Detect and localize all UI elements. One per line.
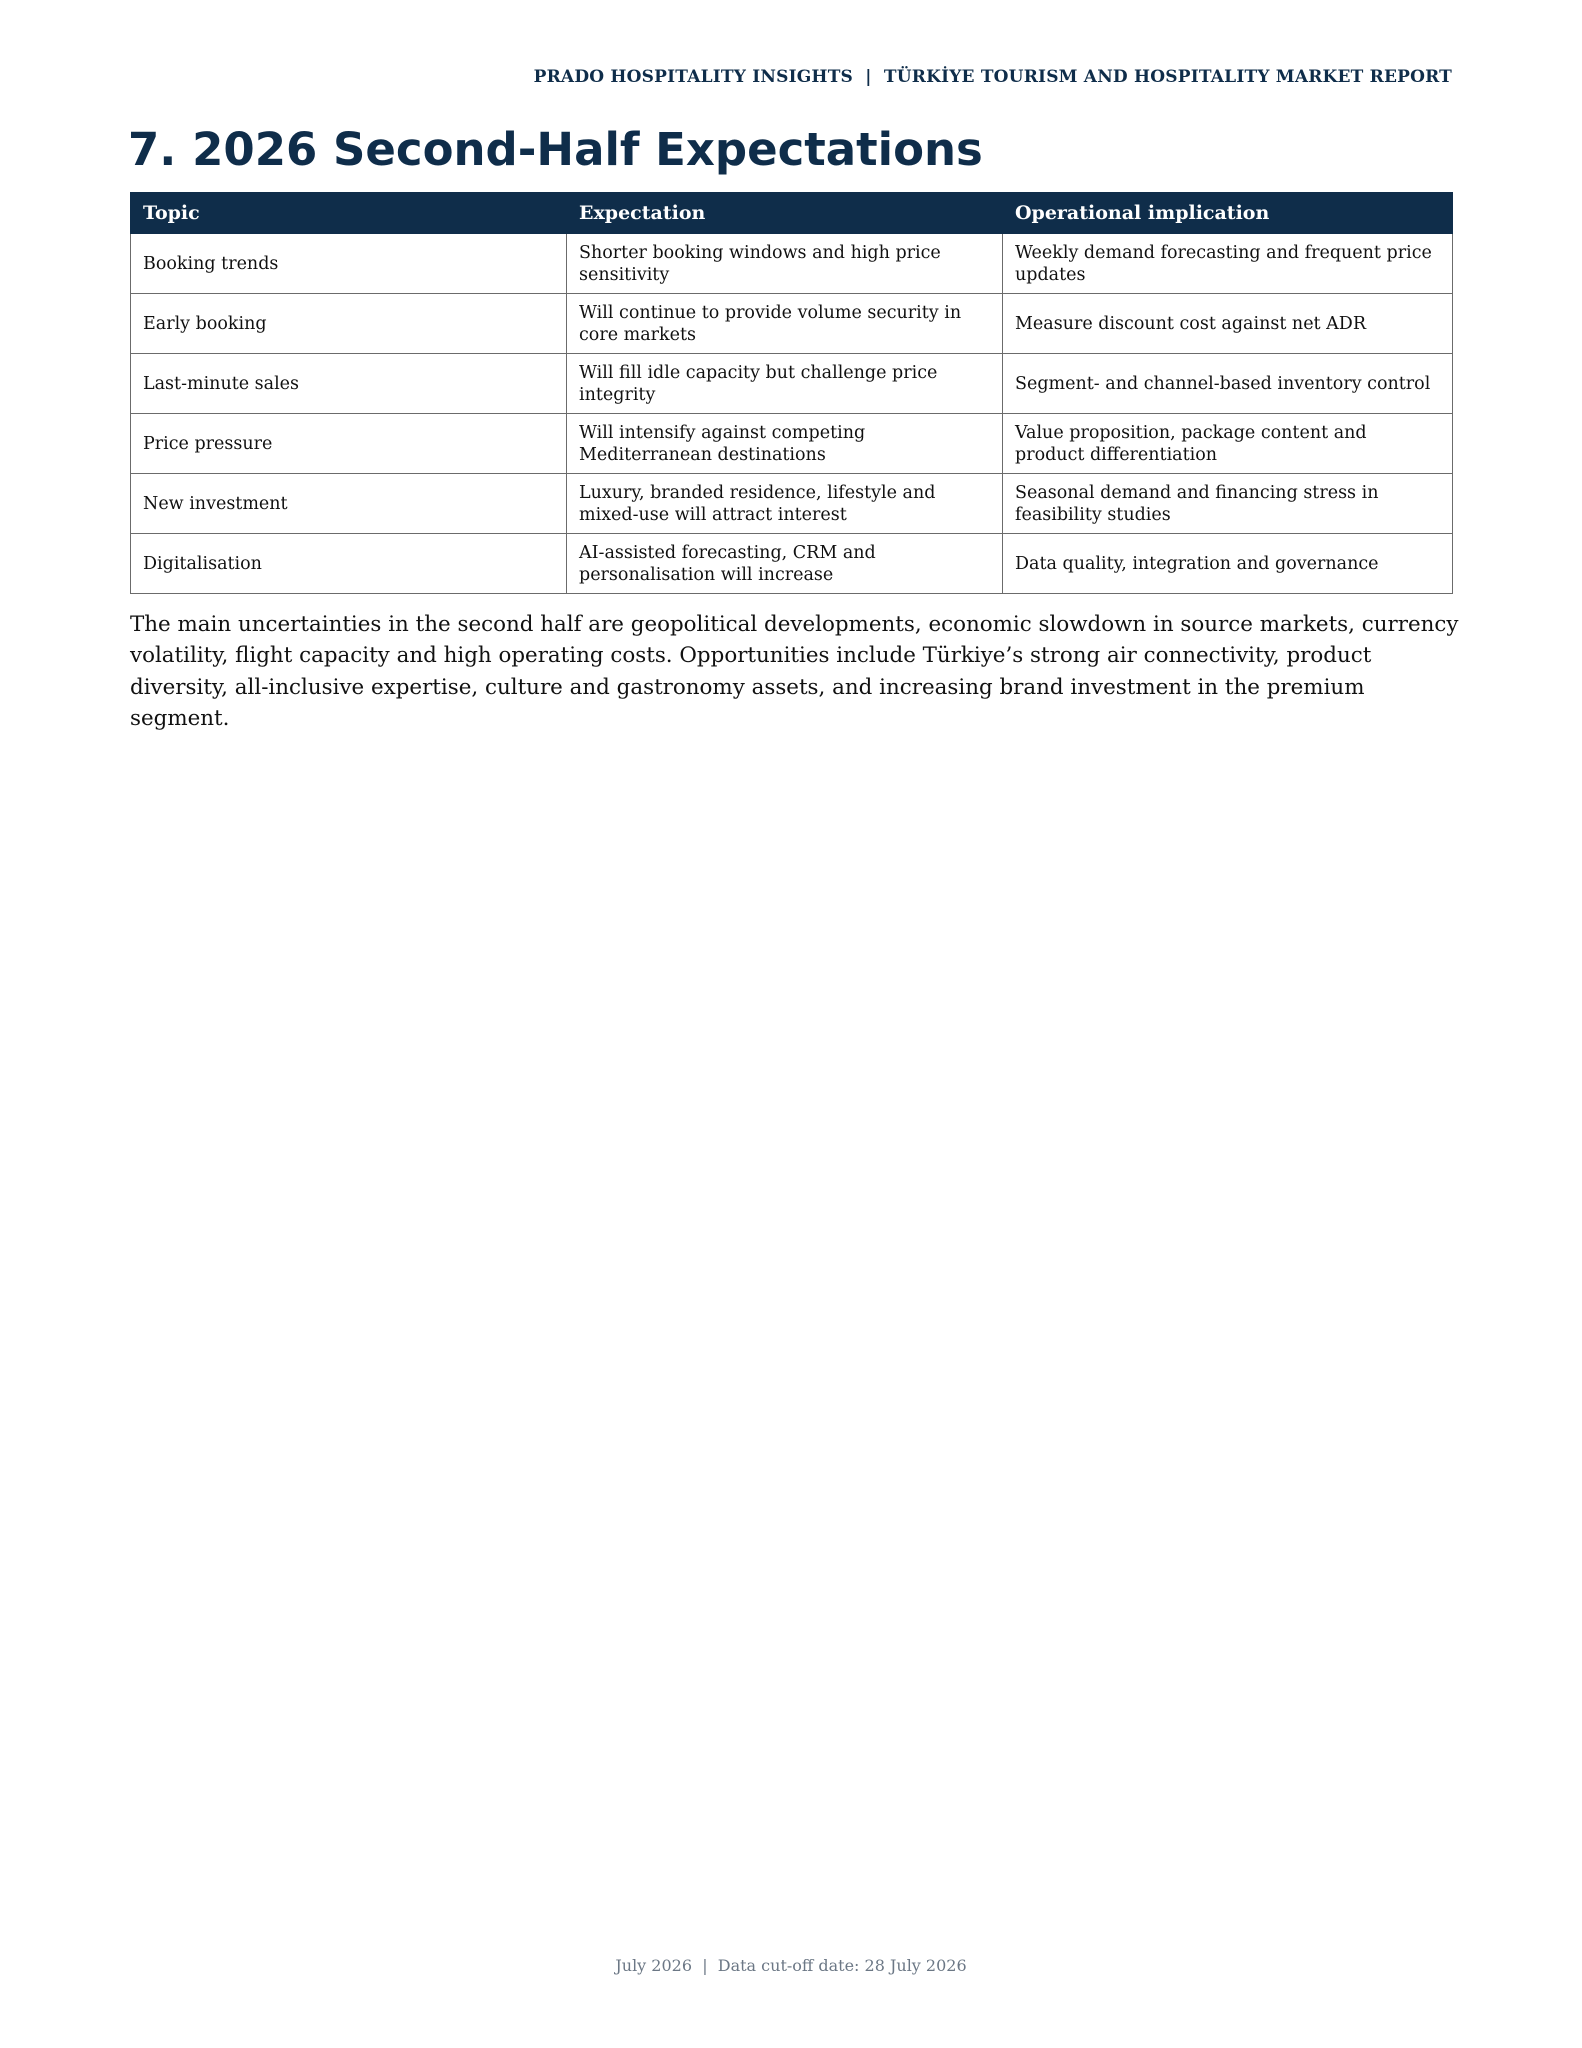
page-title: 7. 2026 Second-Half Expectations: [128, 123, 983, 176]
cell-operational-implication: Value proposition, package content and product differentiation: [1003, 414, 1453, 474]
cell-topic: Last-minute sales: [131, 354, 567, 414]
body-paragraph: The main uncertainties in the second half are geopolitical developments, economic slowdown in source markets, currency volatility, flight capacity and high operating costs. Opportunities include Türkiye’s strong air connectivity, product diversity, all-inclusive expertise, culture and gastronomy assets, and increasing brand investment in the premium segment.: [130, 612, 1459, 731]
table-row: [131, 414, 1453, 474]
cell-operational-implication: Segment- and channel-based inventory control: [1003, 354, 1453, 414]
cell-expectation: AI-assisted forecasting, CRM and personalisation will increase: [567, 534, 1003, 594]
table-row: [131, 234, 1453, 294]
cell-topic: Booking trends: [131, 234, 567, 294]
table-row: [131, 534, 1453, 594]
running-header: PRADO HOSPITALITY INSIGHTS | TÜRKİYE TOURISM AND HOSPITALITY MARKET REPORT: [533, 67, 1452, 87]
cell-topic: Digitalisation: [131, 534, 567, 594]
table-row: [131, 474, 1453, 534]
table-header-row: [131, 193, 1453, 234]
expectations-table: [130, 192, 1453, 594]
cell-topic: New investment: [131, 474, 567, 534]
cell-expectation: Luxury, branded residence, lifestyle and mixed-use will attract interest: [567, 474, 1003, 534]
column-header-topic: Topic: [131, 193, 567, 234]
cell-operational-implication: Data quality, integration and governance: [1003, 534, 1453, 594]
cell-expectation: Will continue to provide volume security in core markets: [567, 294, 1003, 354]
column-header-expectation: Expectation: [567, 193, 1003, 234]
cell-topic: Early booking: [131, 294, 567, 354]
cell-expectation: Shorter booking windows and high price sensitivity: [567, 234, 1003, 294]
table-row: [131, 354, 1453, 414]
column-header-operational-implication: Operational implication: [1003, 193, 1453, 234]
cell-operational-implication: Seasonal demand and financing stress in feasibility studies: [1003, 474, 1453, 534]
cell-expectation: Will fill idle capacity but challenge price integrity: [567, 354, 1003, 414]
table-row: [131, 294, 1453, 354]
cell-expectation: Will intensify against competing Mediterranean destinations: [567, 414, 1003, 474]
cell-topic: Price pressure: [131, 414, 567, 474]
cell-operational-implication: Weekly demand forecasting and frequent price updates: [1003, 234, 1453, 294]
page-footer: July 2026 | Data cut-off date: 28 July 2026: [615, 1956, 967, 1975]
cell-operational-implication: Measure discount cost against net ADR: [1003, 294, 1453, 354]
